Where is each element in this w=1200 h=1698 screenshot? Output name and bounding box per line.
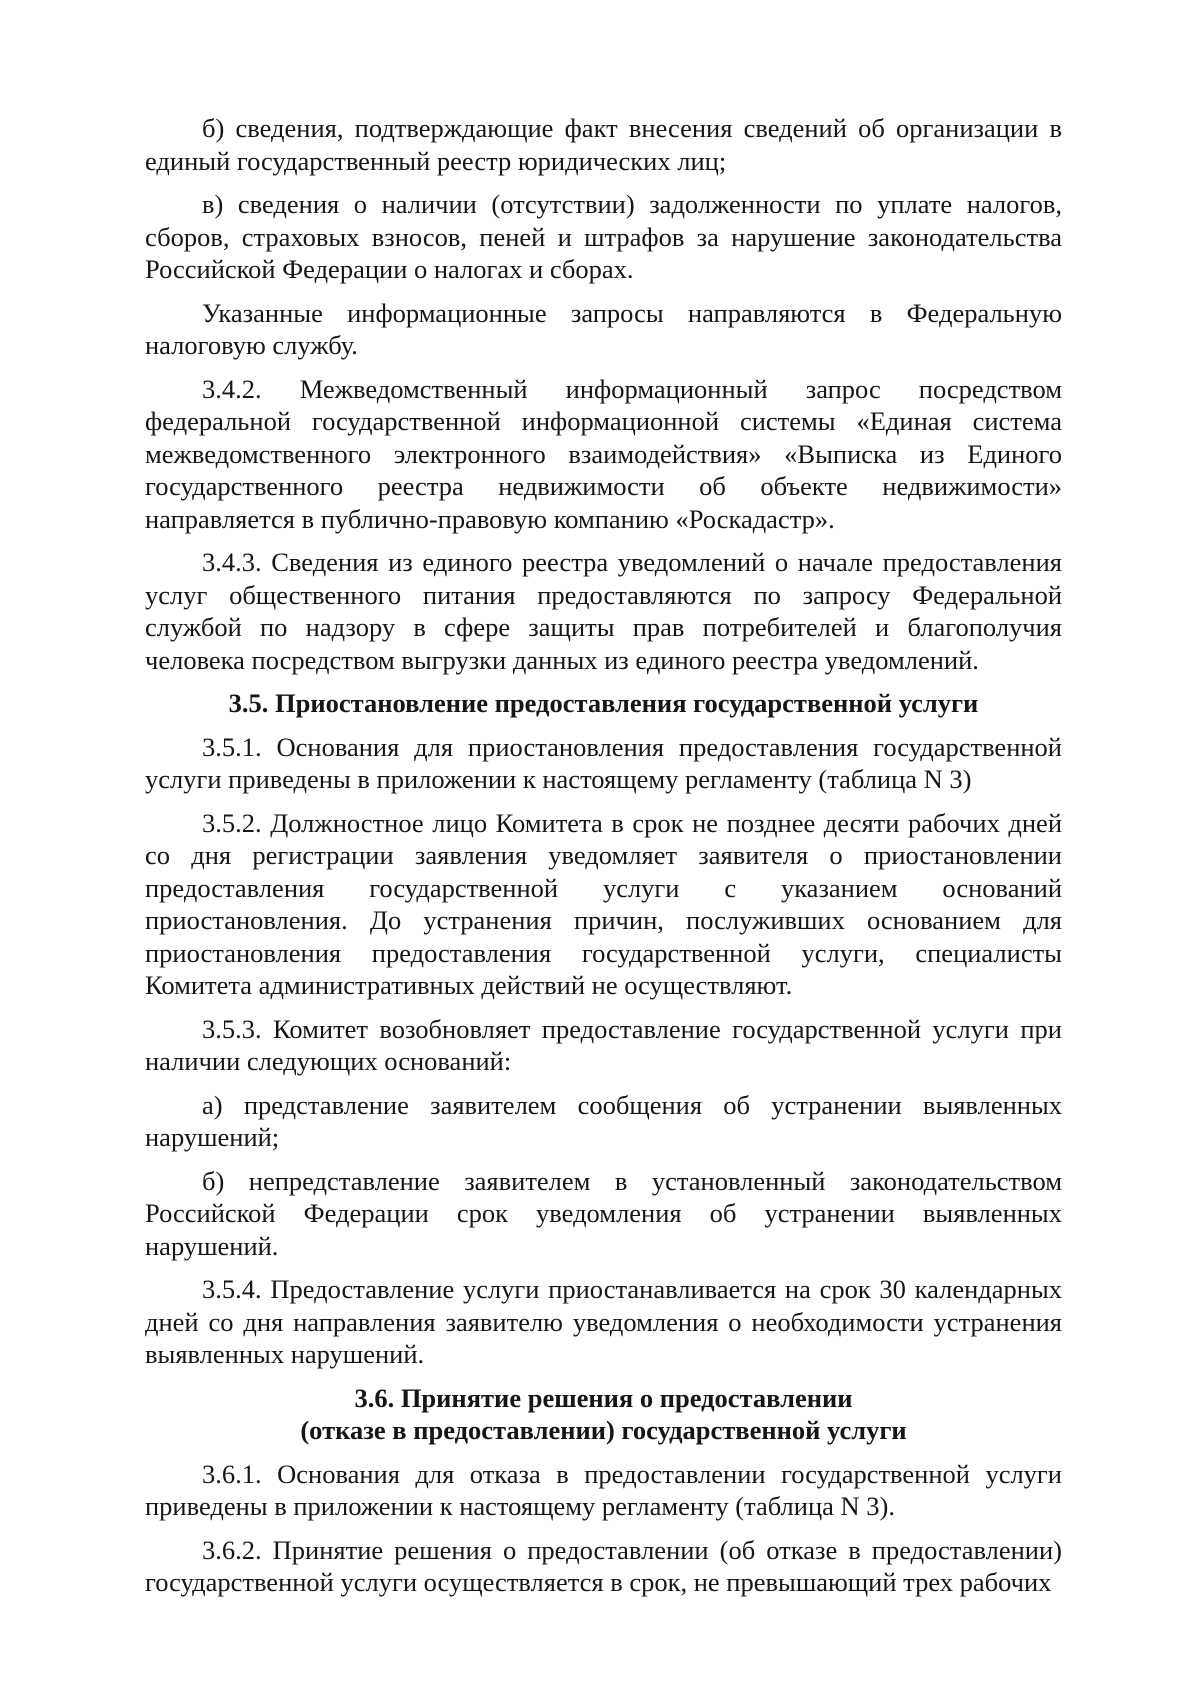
paragraph-requests-fns: Указанные информационные запросы направляются в Федеральную налоговую службу.	[145, 297, 1062, 360]
paragraph-v-debt: в) сведения о наличии (отсутствии) задолженности по уплате налогов, сборов, страховых взносов, пеней и штрафов за нарушение законодательства Российской Федерации о налогах и сборах.	[145, 189, 1062, 284]
paragraph-3-5-3: 3.5.3. Комитет возобновляет предоставление государственной услуги при наличии следующих оснований:	[145, 1013, 1062, 1076]
paragraph-3-5-2: 3.5.2. Должностное лицо Комитета в срок не позднее десяти рабочих дней со дня регистрации заявления уведомляет заявителя о приостановлении предоставления государственной услуги с указанием оснований приостановления. До устранения причин, послуживших основанием для приостановления предоставления государственной услуги, специалисты Комитета административных действий не осуществляют.	[145, 807, 1062, 1000]
paragraph-3-5-3-b: б) непредставление заявителем в установленный законодательством Российской Федерации срок уведомления об устранении выявленных нарушений.	[145, 1165, 1062, 1261]
paragraph-3-6-1: 3.6.1. Основания для отказа в предоставлении государственной услуги приведены в приложении к настоящему регламенту (таблица N 3).	[145, 1458, 1062, 1521]
paragraph-3-4-3: 3.4.3. Сведения из единого реестра уведомлений о начале предоставления услуг общественного питания предоставляются по запросу Федеральной службой по надзору в сфере защиты прав потребителей и благополучия человека посредством выгрузки данных из единого реестра уведомлений.	[145, 547, 1062, 675]
section-3-6-heading	[145, 1382, 1062, 1447]
paragraph-b-info: б) сведения, подтверждающие факт внесения сведений об организации в единый государственный реестр юридических лиц;	[145, 113, 1062, 176]
paragraph-3-5-3-a: а) представление заявителем сообщения об устранении выявленных нарушений;	[145, 1089, 1062, 1152]
paragraph-3-4-2: 3.4.2. Межведомственный информационный запрос посредством федеральной государственной информационной системы «Единая система межведомственного электронного взаимодействия» «Выписка из Единого государственного реестра недвижимости об объекте недвижимости» направляется в публично-правовую компанию «Роскадастр».	[145, 373, 1062, 534]
section-3-5-heading: 3.5. Приостановление предоставления государственной услуги	[228, 688, 979, 718]
document-page	[145, 112, 1062, 1610]
section-3-6-heading-line1: 3.6. Принятие решения о предоставлении	[354, 1382, 853, 1413]
section-3-6-heading-line2: (отказе в предоставлении) государственной услуги	[300, 1415, 907, 1445]
paragraph-3-6-2: 3.6.2. Принятие решения о предоставлении (об отказе в предоставлении) государственной услуги осуществляется в срок, не превышающий трех рабочих	[145, 1534, 1062, 1597]
paragraph-3-5-1: 3.5.1. Основания для приостановления предоставления государственной услуги приведены в приложении к настоящему регламенту (таблица N 3)	[145, 731, 1062, 794]
paragraph-3-5-4: 3.5.4. Предоставление услуги приостанавливается на срок 30 календарных дней со дня направления заявителю уведомления о необходимости устранения выявленных нарушений.	[145, 1274, 1062, 1369]
